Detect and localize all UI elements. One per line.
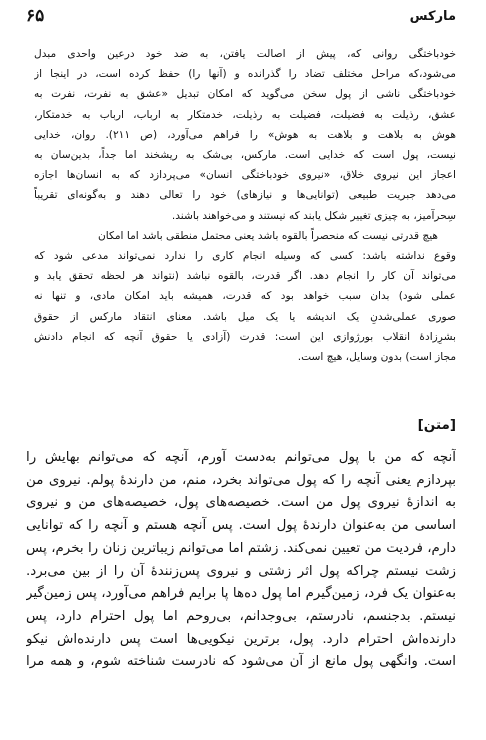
- footnote-line: خودباختگی ناشی از پول سخن می‌گوید که امکان تبدیل «عشق به نفرت، نفرت به: [34, 88, 456, 101]
- footnote-line: سِحرآمیز، به چیزی تغییر شکل یابند که نیستند و می‌خواهند باشند.: [171, 209, 456, 222]
- main-text-line: آنچه که من با پول می‌توانم به‌دست آورم، آنچه که می‌توانم بهایش را: [26, 450, 456, 465]
- footnote-line: مجاز است) بدون وسایل، هیچ است.: [297, 351, 456, 364]
- main-text-line: به اندازهٔ نیروی پول من است. خصیصه‌های پول، خصیصه‌های من و نیروی: [26, 495, 456, 511]
- main-text-line: به‌عنوان یک فرد، زمین‌گیرم اما پول ده‌ها پا برایم فراهم می‌آورد، پس زمین‌گیر: [26, 586, 456, 602]
- footnote-line: می‌تواند آن کار را انجام دهد. اگر قدرت، بالقوه نباشد (نتواند هر لحظه تحقق یابد و: [34, 270, 456, 283]
- main-text-line: زشت نیستم چراکه پول اثر زشتی و نیروی پس‌زنندهٔ آن را از بین می‌برد.: [26, 563, 456, 579]
- running-header-title: مارکس: [409, 9, 456, 24]
- footnote-line: می‌شود،که مراحل مختلف تضاد را گذرانده و (آنها را) حفظ کرده است، در اینجا از: [34, 68, 456, 81]
- footnote-line: هوش به بلاهت و بلاهت به هوش» را فراهم می‌آورد، (ص ۲۱۱). روان، خدایی: [34, 128, 456, 141]
- main-text-line: دارم، فردیت من تعیین نمی‌کند. زشتم اما می‌توانم زیباترین زنان را بخرم، پس: [26, 540, 456, 556]
- footnote-line: عشق، رذیلت به فضیلت، فضیلت به رذیلت، خدمتکار به ارباب، ارباب به خدمتکار،: [34, 108, 456, 121]
- footnote-line: می‌دهد جبریت طبیعی (توانایی‌ها و نیازهای) خود را تعالی دهند و به‌گونه‌ای تقریباً: [34, 189, 456, 202]
- footnote-line: اعجاز این نیروی خلاق، «نیروی خودباختگی انسان» می‌پردازد که به انسان‌ها اجازه: [34, 169, 456, 182]
- footnote-paragraph-1: [34, 44, 456, 226]
- footnote-line: نیست، پول است که خدایی است. مارکس، بی‌شک به ریشخند اما جداً، بدین‌سان به: [34, 149, 456, 162]
- footnote-line: عملی شود) بدان سبب خواهد بود که قدرت، همیشه باید امکان مادی، و تنها نه: [34, 290, 456, 303]
- main-text-line: است. وانگهی پول مانع از آن می‌شود که نادرست شناخته شوم، و همه مرا: [26, 654, 456, 670]
- running-header: [26, 6, 456, 32]
- footnote-line: وقوع نداشته باشد: کسی که وسیله انجام کاری را ندارد نمی‌تواند مدعی شود که: [34, 250, 456, 263]
- main-text-line: دارنده‌اش احترام دارد. پول، برترین نیکویی‌ها است پس دارنده‌اش نیکو: [26, 631, 456, 647]
- footnote-line: هیچ قدرتی نیست که منحصراً بالقوه باشد یعنی محتمل منطقی باشد اما امکان: [98, 229, 438, 242]
- footnote-paragraph-2: [34, 226, 456, 367]
- main-text-line: بپردازم یعنی آنچه را که پول می‌تواند بخرد، منم، من دارندهٔ پولم. نیروی من: [26, 472, 456, 488]
- page-number: ۶۵: [26, 6, 45, 26]
- section-label: [متن]: [417, 417, 456, 433]
- main-text-line: نیستم. بدجنسم، نادرستم، بی‌وجدانم، بی‌روحم اما پول احترام دارد، پس: [26, 608, 456, 624]
- main-text-line: اساسی من به‌عنوان دارندهٔ پول است. پس آنچه هستم و آنچه را که توانایی: [26, 518, 456, 534]
- footnote-block: [34, 44, 456, 367]
- footnote-line: صوری عملی‌شدنِ یک اندیشه یا یک میل باشد. معنای انتقاد مارکس از حقوق: [34, 310, 456, 323]
- main-text-block: [26, 447, 456, 674]
- footnote-line: بشرِزادهٔ انقلاب بورژوازی این است: قدرت (آزادی یا حقوق آنچه که انجام دادنش: [34, 330, 456, 343]
- footnote-line: خودباختگی روانی که، پیش از اصالت یافتن، به ضد خود درعین واحدی مبدل: [34, 48, 456, 60]
